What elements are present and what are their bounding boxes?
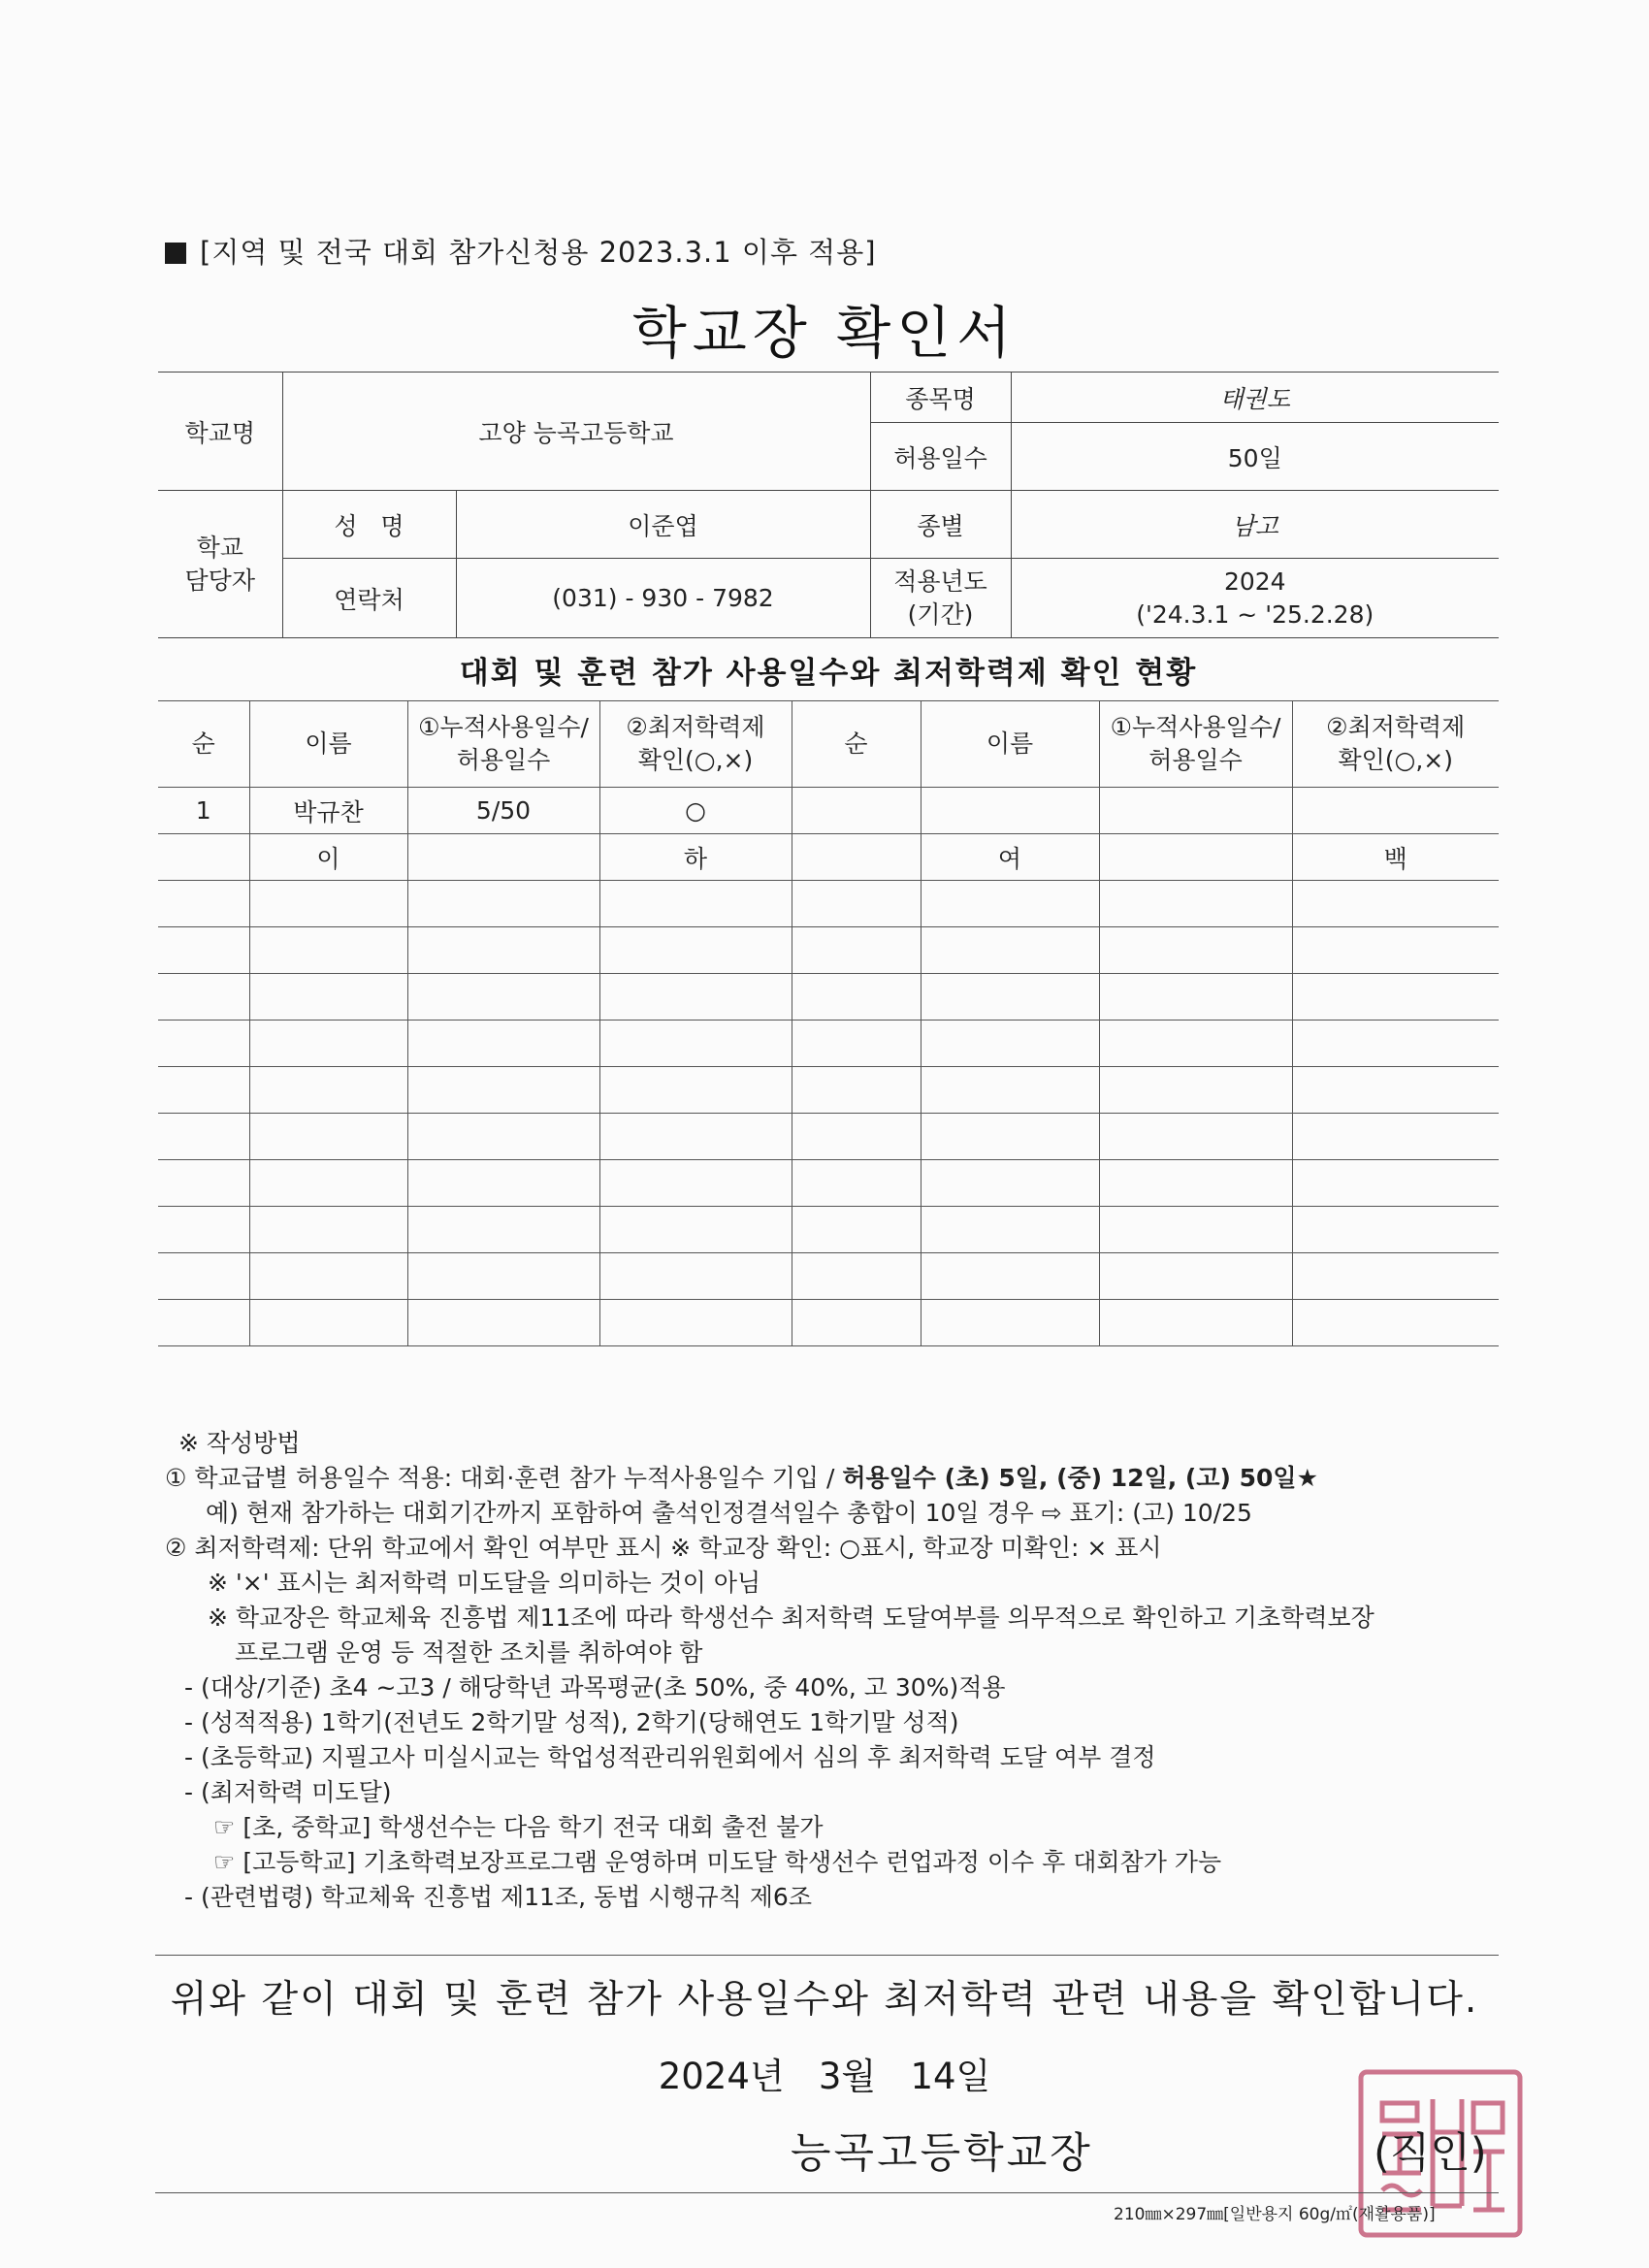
table-row [158, 1207, 1499, 1253]
header-min-academic: ②최저학력제 확인(○,×) [599, 701, 792, 788]
table-cell [158, 1207, 249, 1253]
table-cell [158, 834, 249, 881]
table-cell [158, 1300, 249, 1346]
table-cell [599, 881, 792, 927]
header-days-2: ①누적사용일수/ 허용일수 [1099, 701, 1292, 788]
table-cell [792, 1207, 921, 1253]
year-label-line2: (기간) [907, 599, 974, 629]
allowed-days-rule: 허용일수 (초) 5일, (중) 12일, (고) 50일★ [842, 1464, 1318, 1492]
table-cell: 1 [158, 788, 249, 834]
table-row [158, 927, 1499, 974]
table-row [158, 1021, 1499, 1067]
school-label: 학교명 [158, 373, 282, 491]
table-row [158, 1253, 1499, 1300]
table-cell [249, 927, 407, 974]
table-cell [599, 1021, 792, 1067]
instruction-line: - (초등학교) 지필고사 미실시교는 학업성적관리위원회에서 심의 후 최저학력 도달 여부 결정 [184, 1743, 1156, 1771]
table-cell [158, 1114, 249, 1160]
table-cell [792, 834, 921, 881]
seal-label: (직인) [1374, 2129, 1487, 2178]
table-cell [158, 1067, 249, 1114]
table-cell [921, 974, 1099, 1021]
table-cell [599, 1300, 792, 1346]
divider [155, 1955, 1499, 1956]
instruction-line: ※ '×' 표시는 최저학력 미도달을 의미하는 것이 아님 [208, 1569, 761, 1597]
table-cell [1099, 1207, 1292, 1253]
instructions-heading: ※ 작성방법 [178, 1429, 301, 1457]
table-cell: ○ [599, 788, 792, 834]
header-name: 이름 [249, 701, 407, 788]
table-cell [158, 974, 249, 1021]
table-cell [792, 1114, 921, 1160]
table-cell [249, 881, 407, 927]
table-cell: 박규찬 [249, 788, 407, 834]
table-cell [1292, 1114, 1499, 1160]
table-cell [792, 881, 921, 927]
table-cell [407, 1300, 599, 1346]
table-cell [921, 1300, 1099, 1346]
confirmation-statement: 위와 같이 대회 및 훈련 참가 사용일수와 최저학력 관련 내용을 확인합니다. [170, 1978, 1479, 2022]
table-cell [249, 1160, 407, 1207]
table-cell [792, 927, 921, 974]
table-cell [1292, 1067, 1499, 1114]
table-cell [1292, 1207, 1499, 1253]
table-cell [407, 1160, 599, 1207]
instruction-line: 프로그램 운영 등 적절한 조치를 취하여야 함 [235, 1638, 703, 1667]
table-cell [792, 1253, 921, 1300]
table-cell [599, 1253, 792, 1300]
table-cell [1099, 1067, 1292, 1114]
table-row [158, 1160, 1499, 1207]
category-label: 종별 [870, 491, 1011, 559]
year-label [870, 559, 1011, 638]
table-cell [407, 1114, 599, 1160]
table-cell [249, 1300, 407, 1346]
contact-label: 연락처 [282, 559, 456, 638]
table-cell [921, 881, 1099, 927]
table-cell [158, 1160, 249, 1207]
table-cell [599, 1160, 792, 1207]
table-cell [1099, 834, 1292, 881]
table-cell [599, 974, 792, 1021]
table-cell [792, 1021, 921, 1067]
table-cell [249, 1021, 407, 1067]
table-cell [1099, 1300, 1292, 1346]
name-label: 성 명 [282, 491, 456, 559]
table-cell [407, 1067, 599, 1114]
year: 2024 [1223, 567, 1286, 596]
table-cell [1292, 1160, 1499, 1207]
paper-spec-note: 210㎜×297㎜[일반용지 60g/㎡(재활용품)] [1114, 2205, 1436, 2224]
table-cell [921, 1021, 1099, 1067]
table-cell [158, 881, 249, 927]
table-row [158, 834, 1499, 881]
header-note-text: [지역 및 전국 대회 참가신청용 2023.3.1 이후 적용] [200, 236, 877, 269]
table-cell [921, 927, 1099, 974]
sport-value: 태권도 [1011, 373, 1499, 423]
table-cell [1099, 1114, 1292, 1160]
table-cell [1099, 788, 1292, 834]
instruction-line: 예) 현재 참가하는 대회기간까지 포함하여 출석인정결석일수 총합이 10일 경우 ⇨ 표기: (고) 10/25 [206, 1499, 1252, 1527]
instruction-line: ※ 학교장은 학교체육 진흥법 제11조에 따라 학생선수 최저학력 도달여부를 의무적으로 확인하고 기초학력보장 [208, 1604, 1374, 1632]
table-cell [792, 1067, 921, 1114]
table-cell [1099, 1253, 1292, 1300]
table-cell [921, 1253, 1099, 1300]
instructions [165, 1426, 1523, 1915]
table-cell [407, 974, 599, 1021]
instruction-line: ② 최저학력제: 단위 학교에서 확인 여부만 표시 ※ 학교장 확인: ○표시, 학교장 미확인: × 표시 [165, 1534, 1162, 1562]
instruction-line: ☞ [초, 중학교] 학생선수는 다음 학기 전국 대회 출전 불가 [213, 1813, 824, 1841]
table-cell [1292, 927, 1499, 974]
table-row [158, 1300, 1499, 1346]
table-cell: 5/50 [407, 788, 599, 834]
table-cell [249, 1207, 407, 1253]
header-note [165, 231, 877, 271]
allowed-days-value: 50일 [1011, 423, 1499, 491]
instruction-line: - (대상/기준) 초4 ~고3 / 해당학년 과목평균(초 50%, 중 40%, 고 30%)적용 [184, 1673, 1006, 1701]
table-cell [792, 1160, 921, 1207]
table-cell [249, 1067, 407, 1114]
table-cell [1099, 881, 1292, 927]
table-cell [792, 974, 921, 1021]
table-cell [249, 1114, 407, 1160]
year-value [1011, 559, 1499, 638]
table-cell [407, 1021, 599, 1067]
header-min-academic-2: ②최저학력제 확인(○,×) [1292, 701, 1499, 788]
document-date: 2024년 3월 14일 [658, 2056, 991, 2097]
table-cell [158, 927, 249, 974]
year-label-line1: 적용년도 [893, 567, 987, 596]
table-cell [921, 1207, 1099, 1253]
table-cell [407, 927, 599, 974]
status-table [158, 700, 1499, 1346]
table-cell [1292, 1021, 1499, 1067]
table-cell: 여 [921, 834, 1099, 881]
table-cell [158, 1021, 249, 1067]
table-cell [158, 1253, 249, 1300]
table-cell [249, 974, 407, 1021]
table-row [158, 1067, 1499, 1114]
table-cell: 하 [599, 834, 792, 881]
period: ('24.3.1 ~ '25.2.28) [1136, 599, 1374, 629]
manager-label-line1: 학교 [196, 533, 243, 562]
header-name-2: 이름 [921, 701, 1099, 788]
table-cell [599, 1207, 792, 1253]
table-cell [1099, 974, 1292, 1021]
instruction-line: - (성적적용) 1학기(전년도 2학기말 성적), 2학기(당해연도 1학기말 성적) [184, 1708, 959, 1736]
table-cell [921, 1067, 1099, 1114]
table-cell [407, 1253, 599, 1300]
manager-label-line2: 담당자 [184, 566, 255, 595]
table-cell [407, 1207, 599, 1253]
signer: 능곡고등학교장 [791, 2129, 1093, 2178]
info-table [158, 372, 1499, 638]
instruction-line: ☞ [고등학교] 기초학력보장프로그램 운영하며 미도달 학생선수 런업과정 이수 후 대회참가 가능 [213, 1848, 1222, 1876]
table-cell [1292, 788, 1499, 834]
instruction-line: - (최저학력 미도달) [184, 1778, 392, 1806]
manager-label [158, 491, 282, 638]
table-cell [249, 1253, 407, 1300]
instruction-line: ① 학교급별 허용일수 적용: 대회·훈련 참가 누적사용일수 기입 / 허용일수 (초) 5일, (중) 12일, (고) 50일★ [165, 1464, 1318, 1492]
table-row [158, 1114, 1499, 1160]
table-cell [1099, 1160, 1292, 1207]
table-cell [792, 1300, 921, 1346]
table-cell [599, 1114, 792, 1160]
table-row [158, 788, 1499, 834]
table-cell: 이 [249, 834, 407, 881]
contact-value: (031) - 930 - 7982 [456, 559, 870, 638]
section-title: 대회 및 훈련 참가 사용일수와 최저학력제 확인 현황 [459, 656, 1198, 691]
table-cell [1099, 927, 1292, 974]
table-cell [407, 881, 599, 927]
allowed-days-label: 허용일수 [870, 423, 1011, 491]
table-cell [921, 1114, 1099, 1160]
table-cell [921, 788, 1099, 834]
table-cell [792, 788, 921, 834]
table-row [158, 974, 1499, 1021]
table-cell [599, 927, 792, 974]
page-title: 학교장 확인서 [631, 300, 1018, 366]
header-no: 순 [158, 701, 249, 788]
status-header-row [158, 701, 1499, 788]
instruction-line: - (관련법령) 학교체육 진흥법 제11조, 동법 시행규칙 제6조 [184, 1883, 812, 1911]
table-cell [407, 834, 599, 881]
table-cell [1292, 881, 1499, 927]
table-cell [1292, 974, 1499, 1021]
sport-label: 종목명 [870, 373, 1011, 423]
table-cell [1099, 1021, 1292, 1067]
table-cell [921, 1160, 1099, 1207]
table-cell [1292, 1300, 1499, 1346]
school-name: 고양 능곡고등학교 [282, 373, 870, 491]
table-cell [599, 1067, 792, 1114]
category-value: 남고 [1011, 491, 1499, 559]
table-row [158, 881, 1499, 927]
table-cell [1292, 1253, 1499, 1300]
manager-name: 이준엽 [456, 491, 870, 559]
header-no-2: 순 [792, 701, 921, 788]
divider-bottom [155, 2192, 1499, 2193]
table-cell: 백 [1292, 834, 1499, 881]
square-bullet-icon [165, 243, 186, 264]
header-days: ①누적사용일수/ 허용일수 [407, 701, 599, 788]
